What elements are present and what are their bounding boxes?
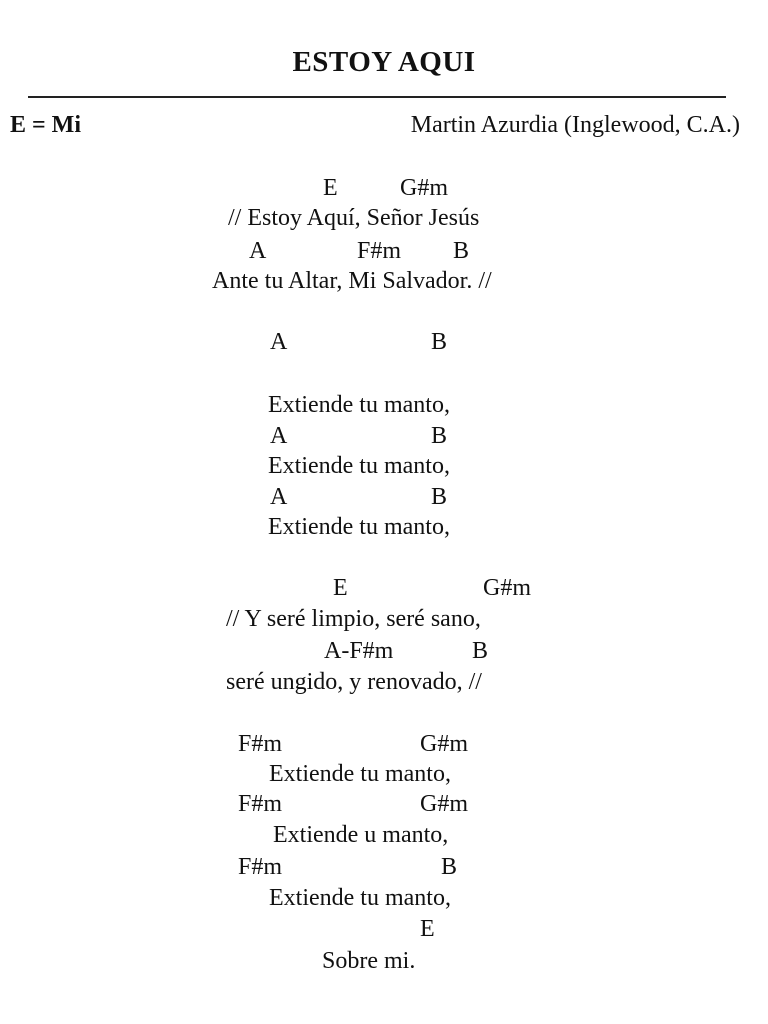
chord: A-F#m [324,638,394,664]
chord: G#m [420,731,468,757]
chord: B [472,638,489,664]
lyric-line: // Estoy Aquí, Señor Jesús [228,205,480,231]
chord: F#m [238,854,283,880]
chord: B [453,238,470,264]
chord: B [441,854,458,880]
chord: A [249,238,267,264]
lyric-line: Extiende tu manto, [268,514,450,540]
chord: G#m [483,575,531,601]
lyric-line: Sobre mi. [322,948,416,974]
chord: F#m [357,238,402,264]
lyric-line: seré ungido, y renovado, // [226,669,482,695]
chord: F#m [238,731,283,757]
chord: E [333,575,348,601]
chord: A [270,423,288,449]
chord: E [323,175,338,201]
song-author: Martin Azurdia (Inglewood, C.A.) [410,112,740,138]
lyric-line: Extiende tu manto, [269,885,451,911]
chord: G#m [400,175,448,201]
song-key: E = Mi [10,112,82,138]
title-divider [28,96,726,98]
chord: A [270,329,288,355]
chord: E [420,916,435,942]
lyric-line: Extiende tu manto, [268,453,450,479]
lyric-line: Extiende u manto, [273,822,449,848]
lyric-line: Extiende tu manto, [269,761,451,787]
lyric-line: Extiende tu manto, [268,392,450,418]
chord: B [431,423,448,449]
chord: B [431,484,448,510]
chord: A [270,484,288,510]
chord: G#m [420,791,468,817]
lyric-line: Ante tu Altar, Mi Salvador. // [212,268,492,294]
lyric-line: // Y seré limpio, seré sano, [226,606,481,632]
song-title: ESTOY AQUI [292,46,476,78]
chord: B [431,329,448,355]
chord: F#m [238,791,283,817]
